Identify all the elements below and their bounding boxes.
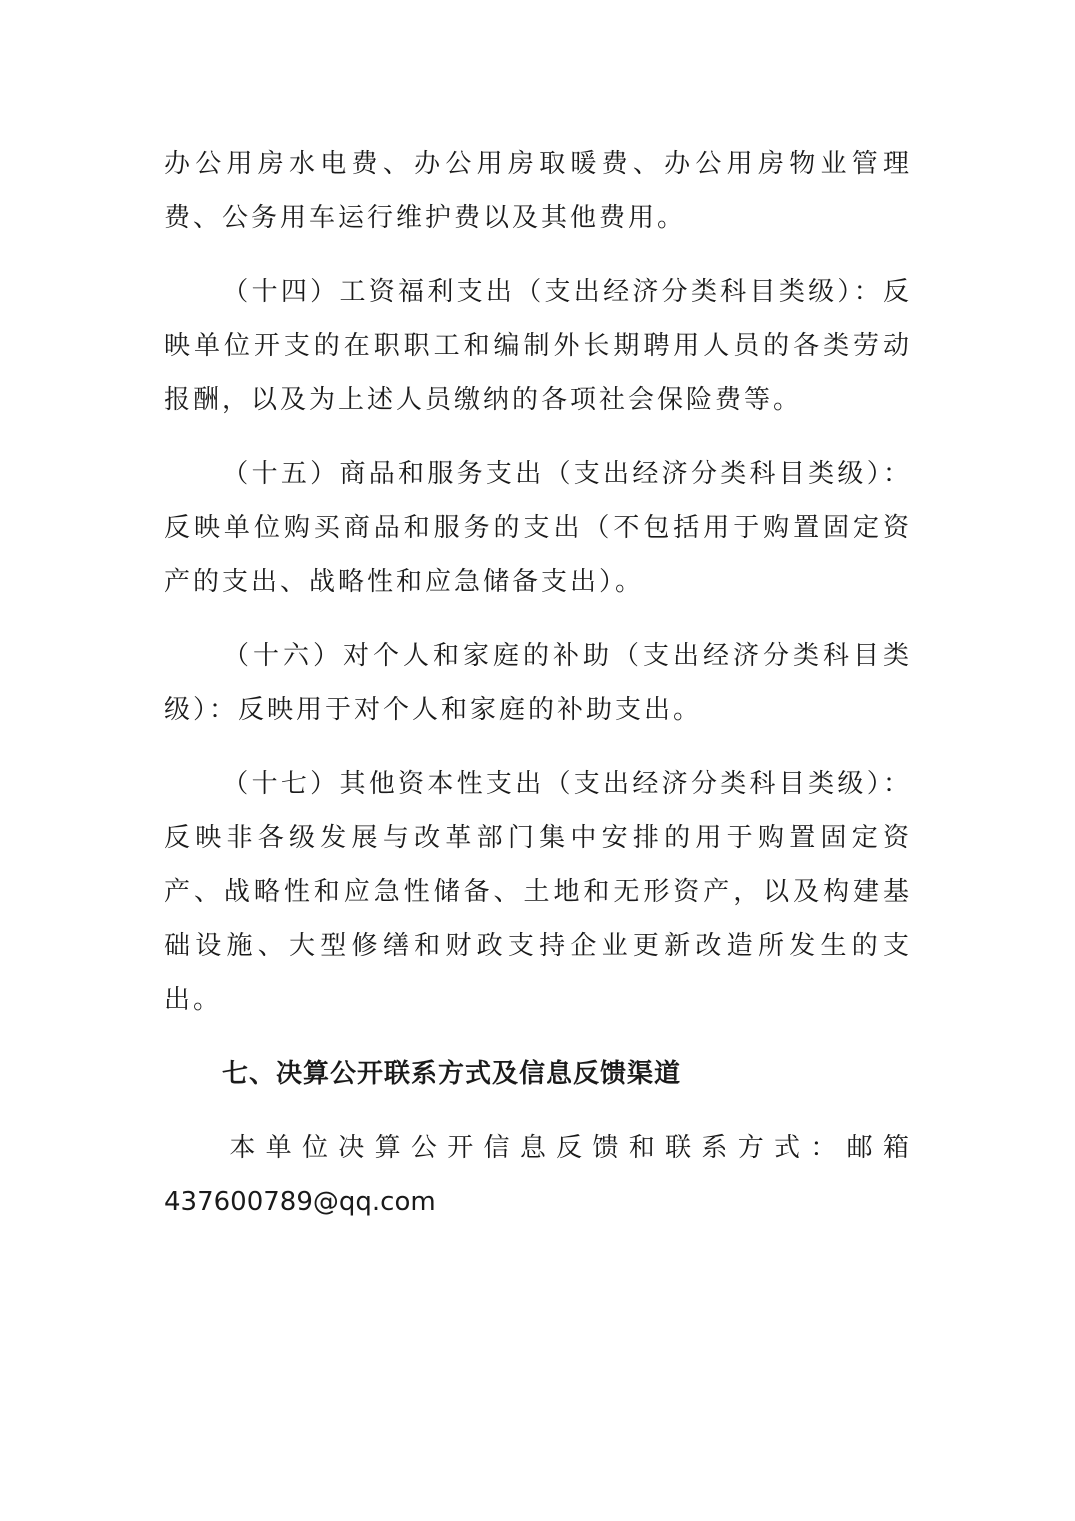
paragraph-wage-welfare [164, 265, 912, 427]
contact-email-line [164, 1175, 912, 1229]
document-body [164, 137, 912, 1229]
contact-email[interactable]: 437600789@qq.com [164, 1187, 436, 1217]
contact-text: 本单位决算公开信息反馈和联系方式：邮箱 [222, 1133, 912, 1163]
contact-paragraph [164, 1121, 912, 1175]
paragraph-text: （十七）其他资本性支出（支出经济分类科目类级）：反映非各级发展与改革部门集中安排的用于购置固定资产、战略性和应急性储备、土地和无形资产，以及构建基础设施、大型修缮和财政支持企业更新改造所发生的支出。 [164, 769, 912, 1015]
paragraph-capital-expenditure [164, 757, 912, 1027]
paragraph-text: （十四）工资福利支出（支出经济分类科目类级）：反映单位开支的在职职工和编制外长期聘用人员的各类劳动报酬，以及为上述人员缴纳的各项社会保险费等。 [164, 277, 912, 415]
paragraph-text: （十六）对个人和家庭的补助（支出经济分类科目类级）：反映用于对个人和家庭的补助支出。 [164, 641, 912, 725]
section-heading [164, 1047, 912, 1101]
section-heading-text: 七、决算公开联系方式及信息反馈渠道 [222, 1059, 682, 1089]
paragraph-household-subsidy [164, 629, 912, 737]
paragraph-goods-services [164, 447, 912, 609]
paragraph-text: （十五）商品和服务支出（支出经济分类科目类级）：反映单位购买商品和服务的支出（不包括用于购置固定资产的支出、战略性和应急储备支出）。 [164, 459, 912, 597]
paragraph-continuation: 办公用房水电费、办公用房取暖费、办公用房物业管理费、公务用车运行维护费以及其他费用。 [164, 149, 912, 233]
